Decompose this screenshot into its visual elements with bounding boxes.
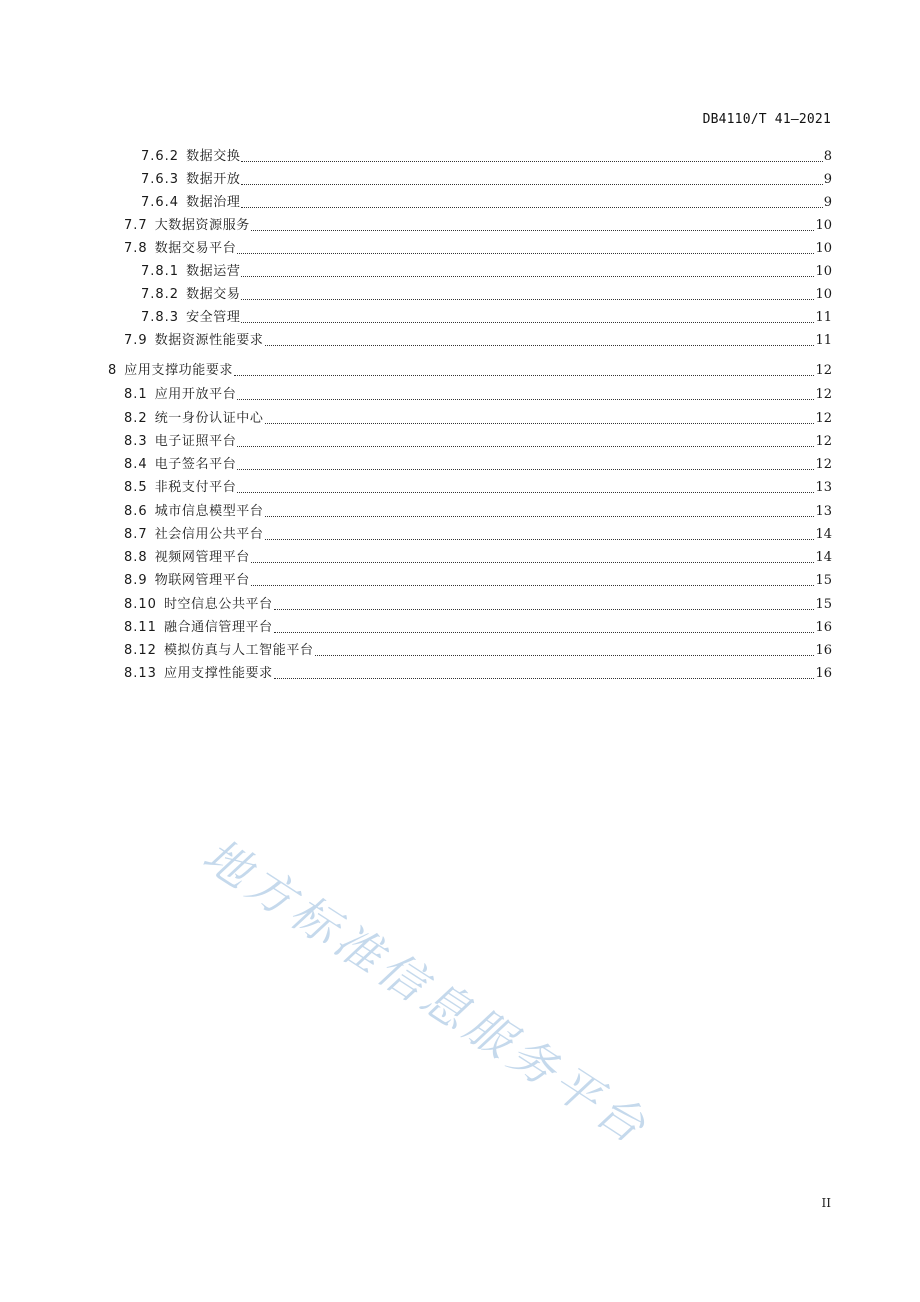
toc-entry-page: 16 [815, 620, 832, 635]
toc-entry-page: 13 [815, 504, 832, 519]
toc-entry-title: 融合通信管理平台 [163, 620, 273, 635]
toc-entry-title: 大数据资源服务 [154, 218, 250, 233]
toc-entry-page: 12 [815, 411, 832, 426]
toc-entry-title: 数据治理 [186, 195, 241, 210]
toc-entry[interactable] [124, 240, 832, 258]
toc-entry-title: 数据交易平台 [154, 241, 237, 256]
toc-entry[interactable] [108, 362, 832, 380]
toc-entry-page: 14 [815, 527, 832, 542]
toc-entry-page: 11 [815, 333, 832, 348]
dot-leader [241, 275, 814, 277]
toc-entry-title: 数据交换 [186, 149, 241, 164]
dot-leader [241, 298, 814, 300]
dot-leader [237, 398, 814, 400]
toc-entry-title: 应用开放平台 [154, 387, 237, 402]
dot-leader [265, 344, 815, 346]
dot-leader [251, 229, 815, 231]
toc-entry[interactable] [141, 148, 832, 166]
toc-entry[interactable] [141, 286, 832, 304]
document-id-header: DB4110/T 41—2021 [702, 112, 831, 127]
toc-entry[interactable] [141, 171, 832, 189]
dot-leader [265, 538, 815, 540]
toc-entry[interactable] [124, 572, 832, 590]
toc-entry-title: 应用支撑性能要求 [163, 666, 273, 681]
toc-entry-page: 11 [815, 310, 832, 325]
toc-entry-title: 数据运营 [186, 264, 241, 279]
dot-leader [265, 422, 815, 424]
toc-entry-page: 14 [815, 550, 832, 565]
toc-entry-page: 16 [815, 643, 832, 658]
dot-leader [241, 321, 814, 323]
toc-entry-number: 8.6 [124, 504, 148, 519]
toc-entry[interactable] [124, 503, 832, 521]
toc-entry-title: 数据资源性能要求 [154, 333, 264, 348]
dot-leader [237, 252, 814, 254]
toc-entry-page: 10 [815, 287, 832, 302]
toc-entry-number: 8.5 [124, 480, 148, 495]
toc-entry[interactable] [124, 410, 832, 428]
toc-entry[interactable] [124, 479, 832, 497]
toc-entry-number: 7.8 [124, 241, 148, 256]
toc-entry-number: 8.10 [124, 597, 157, 612]
page-number: II [821, 1196, 831, 1210]
toc-entry[interactable] [124, 596, 832, 614]
toc-entry-page: 12 [815, 363, 832, 378]
toc-entry[interactable] [124, 217, 832, 235]
toc-entry-page: 10 [815, 218, 832, 233]
dot-leader [315, 654, 815, 656]
watermark: 地方标准信息服务平台 [193, 827, 660, 1157]
toc-entry[interactable] [124, 642, 832, 660]
dot-leader [234, 374, 814, 376]
toc-entry-title: 物联网管理平台 [154, 573, 250, 588]
toc-entry-title: 数据开放 [186, 172, 241, 187]
toc-entry[interactable] [141, 309, 832, 327]
toc-entry-number: 8.8 [124, 550, 148, 565]
toc-entry-page: 9 [823, 172, 832, 187]
toc-entry-number: 8.2 [124, 411, 148, 426]
toc-entry[interactable] [124, 386, 832, 404]
toc-entry-number: 7.8.3 [141, 310, 180, 325]
toc-entry-number: 8.4 [124, 457, 148, 472]
toc-entry-number: 8.3 [124, 434, 148, 449]
dot-leader [274, 677, 815, 679]
toc-entry-title: 社会信用公共平台 [154, 527, 264, 542]
toc-entry[interactable] [124, 433, 832, 451]
toc-entry-page: 9 [823, 195, 832, 210]
toc-entry-title: 时空信息公共平台 [163, 597, 273, 612]
toc-entry[interactable] [141, 194, 832, 212]
toc-entry[interactable] [124, 619, 832, 637]
dot-leader [241, 183, 822, 185]
toc-entry[interactable] [124, 665, 832, 683]
dot-leader [274, 631, 815, 633]
toc-entry-number: 7.6.2 [141, 149, 180, 164]
toc-entry-title: 电子证照平台 [154, 434, 237, 449]
toc-entry[interactable] [141, 263, 832, 281]
toc-entry-title: 统一身份认证中心 [154, 411, 264, 426]
toc-entry-title: 视频网管理平台 [154, 550, 250, 565]
toc-entry-number: 7.6.3 [141, 172, 180, 187]
dot-leader [237, 491, 814, 493]
toc-entry-page: 16 [815, 666, 832, 681]
toc-entry-number: 8.11 [124, 620, 157, 635]
toc-entry-number: 8.1 [124, 387, 148, 402]
toc-entry-number: 8 [108, 363, 118, 378]
dot-leader [241, 206, 822, 208]
toc-entry-number: 8.7 [124, 527, 148, 542]
toc-entry-title: 应用支撑功能要求 [124, 363, 234, 378]
toc-entry-title: 城市信息模型平台 [154, 504, 264, 519]
toc-entry-page: 15 [815, 597, 832, 612]
toc-entry-number: 7.9 [124, 333, 148, 348]
toc-entry[interactable] [124, 456, 832, 474]
toc-entry-page: 15 [815, 573, 832, 588]
toc-entry-page: 12 [815, 387, 832, 402]
toc-entry-page: 13 [815, 480, 832, 495]
toc-entry-number: 7.6.4 [141, 195, 180, 210]
dot-leader [241, 160, 822, 162]
toc-entry-number: 8.13 [124, 666, 157, 681]
dot-leader [265, 515, 815, 517]
toc-entry-number: 7.7 [124, 218, 148, 233]
toc-entry-title: 非税支付平台 [154, 480, 237, 495]
toc-entry-title: 数据交易 [186, 287, 241, 302]
dot-leader [237, 445, 814, 447]
dot-leader [274, 608, 815, 610]
toc-entry-page: 10 [815, 264, 832, 279]
toc-entry-page: 10 [815, 241, 832, 256]
toc-entry-title: 安全管理 [186, 310, 241, 325]
dot-leader [251, 584, 815, 586]
toc-entry-title: 电子签名平台 [154, 457, 237, 472]
toc-entry[interactable] [124, 549, 832, 567]
dot-leader [237, 468, 814, 470]
dot-leader [251, 561, 815, 563]
toc-entry-page: 12 [815, 457, 832, 472]
toc-entry[interactable] [124, 526, 832, 544]
toc-entry-page: 12 [815, 434, 832, 449]
toc-entry-number: 8.12 [124, 643, 157, 658]
toc-entry-number: 7.8.2 [141, 287, 180, 302]
toc-entry-number: 7.8.1 [141, 264, 180, 279]
toc-entry-page: 8 [823, 149, 832, 164]
toc-entry-number: 8.9 [124, 573, 148, 588]
toc-entry[interactable] [124, 332, 832, 350]
toc-entry-title: 模拟仿真与人工智能平台 [163, 643, 314, 658]
